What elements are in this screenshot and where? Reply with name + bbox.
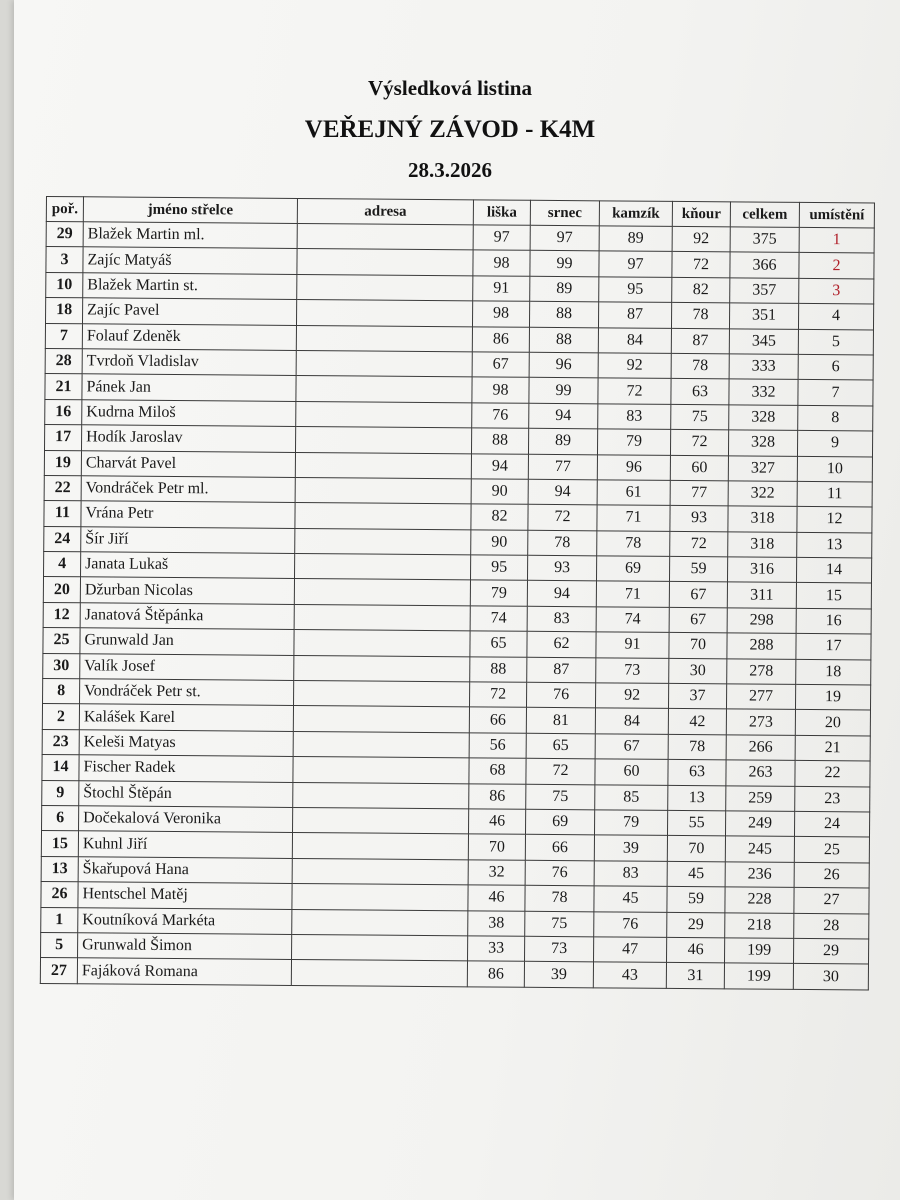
score-total: 327 [728, 455, 797, 481]
score-total: 278 [727, 659, 796, 685]
score-fox: 70 [468, 834, 525, 860]
score-chamois: 83 [598, 404, 671, 430]
score-total: 277 [726, 684, 795, 710]
score-chamois: 71 [597, 505, 670, 531]
header-boar: kňour [672, 201, 730, 226]
score-fox: 68 [469, 758, 526, 784]
score-deer: 96 [529, 352, 598, 378]
score-total: 332 [729, 379, 798, 405]
event-title: VEŘEJNÝ ZÁVOD - K4M [304, 116, 596, 143]
shooter-name: Vondráček Petr st. [80, 679, 294, 706]
score-fox: 86 [472, 326, 529, 352]
score-total: 375 [730, 227, 799, 253]
score-chamois: 76 [594, 911, 667, 937]
score-fox: 46 [468, 885, 525, 911]
shooter-name: Keleši Matyas [79, 730, 293, 757]
row-number: 6 [42, 805, 79, 831]
shooter-name: Grunwald Šimon [78, 933, 292, 960]
score-total: 298 [727, 608, 796, 634]
score-boar: 72 [672, 252, 730, 278]
score-boar: 29 [667, 912, 725, 938]
placement: 27 [794, 888, 869, 914]
score-deer: 65 [526, 733, 595, 759]
score-deer: 94 [527, 581, 596, 607]
row-number: 23 [42, 729, 79, 755]
placement: 6 [798, 354, 873, 380]
score-total: 288 [727, 633, 796, 659]
shooter-name: Vrána Petr [81, 501, 295, 528]
score-total: 263 [726, 760, 795, 786]
score-chamois: 83 [594, 861, 667, 887]
score-total: 366 [730, 252, 799, 278]
placement: 14 [796, 557, 871, 583]
score-total: 236 [725, 862, 794, 888]
score-total: 316 [727, 557, 796, 583]
score-total: 199 [724, 963, 793, 989]
score-deer: 77 [528, 454, 597, 480]
score-total: 311 [727, 582, 796, 608]
score-boar: 93 [670, 506, 728, 532]
address-cell [296, 325, 472, 352]
score-chamois: 91 [596, 632, 669, 658]
score-boar: 13 [668, 785, 726, 811]
placement: 9 [797, 431, 872, 457]
address-cell [296, 300, 472, 327]
row-number: 9 [42, 780, 79, 806]
header-number: poř. [46, 197, 83, 222]
score-deer: 76 [525, 860, 594, 886]
address-cell [296, 401, 472, 428]
shooter-name: Blažek Martin st. [83, 273, 297, 300]
row-number: 4 [44, 552, 81, 578]
score-deer: 87 [527, 657, 596, 683]
address-cell [295, 503, 471, 530]
row-number: 14 [42, 755, 79, 781]
address-cell [293, 807, 469, 834]
score-boar: 78 [668, 734, 726, 760]
score-chamois: 79 [597, 429, 670, 455]
header-place: umístění [799, 202, 874, 228]
placement: 28 [794, 913, 869, 939]
placement: 26 [794, 862, 869, 888]
shooter-name: Vondráček Petr ml. [81, 476, 295, 503]
placement: 11 [797, 481, 872, 507]
address-cell [292, 909, 468, 936]
placement: 24 [794, 811, 869, 837]
shooter-name: Pánek Jan [82, 374, 296, 401]
score-boar: 60 [670, 455, 728, 481]
placement: 16 [796, 608, 871, 634]
score-fox: 90 [471, 530, 528, 556]
address-cell [294, 579, 470, 606]
score-chamois: 89 [599, 226, 672, 252]
score-total: 318 [728, 532, 797, 558]
score-fox: 86 [467, 961, 524, 987]
score-deer: 81 [526, 708, 595, 734]
score-deer: 78 [525, 885, 594, 911]
score-total: 273 [726, 709, 795, 735]
address-cell [294, 680, 470, 707]
score-chamois: 71 [596, 581, 669, 607]
row-number: 29 [46, 222, 83, 248]
header-chamois: kamzík [599, 201, 672, 227]
shooter-name: Dočekalová Veronika [79, 806, 293, 833]
address-cell [293, 782, 469, 809]
score-fox: 66 [469, 707, 526, 733]
score-deer: 88 [529, 327, 598, 353]
score-boar: 37 [668, 683, 726, 709]
score-fox: 98 [472, 377, 529, 403]
shooter-name: Koutníková Markéta [78, 907, 292, 934]
score-chamois: 69 [596, 556, 669, 582]
address-cell [292, 833, 468, 860]
score-boar: 30 [669, 658, 727, 684]
shooter-name: Tvrdoň Vladislav [82, 349, 296, 376]
score-deer: 72 [528, 505, 597, 531]
score-total: 249 [725, 811, 794, 837]
score-fox: 88 [471, 428, 528, 454]
score-fox: 38 [468, 910, 525, 936]
placement: 4 [798, 304, 873, 330]
score-total: 245 [725, 836, 794, 862]
header-deer: srnec [530, 200, 599, 226]
score-fox: 94 [471, 453, 528, 479]
shooter-name: Zajíc Matyáš [83, 247, 297, 274]
score-deer: 83 [527, 606, 596, 632]
score-boar: 78 [671, 303, 729, 329]
score-chamois: 73 [596, 657, 669, 683]
placement: 30 [793, 964, 868, 990]
score-chamois: 61 [597, 480, 670, 506]
score-boar: 46 [666, 937, 724, 963]
row-number: 18 [46, 298, 83, 324]
score-boar: 42 [668, 709, 726, 735]
row-number: 24 [44, 526, 81, 552]
row-number: 21 [45, 374, 82, 400]
placement: 20 [795, 710, 870, 736]
document-title: Výsledková listina [368, 76, 532, 100]
shooter-name: Štochl Štěpán [79, 780, 293, 807]
score-deer: 88 [529, 301, 598, 327]
score-chamois: 78 [597, 531, 670, 557]
row-number: 20 [43, 577, 80, 603]
address-cell [295, 554, 471, 581]
score-chamois: 96 [597, 454, 670, 480]
score-total: 357 [730, 278, 799, 304]
score-chamois: 97 [599, 251, 672, 277]
address-cell [293, 757, 469, 784]
score-fox: 97 [473, 225, 530, 251]
row-number: 7 [45, 323, 82, 349]
score-chamois: 84 [595, 708, 668, 734]
score-fox: 90 [471, 479, 528, 505]
score-total: 351 [729, 303, 798, 329]
row-number: 12 [43, 602, 80, 628]
shooter-name: Zajíc Pavel [83, 298, 297, 325]
shooter-name: Hentschel Matěj [78, 882, 292, 909]
address-cell [294, 655, 470, 682]
address-cell [293, 706, 469, 733]
score-chamois: 47 [593, 937, 666, 963]
placement: 10 [797, 456, 872, 482]
address-cell [295, 477, 471, 504]
placement: 25 [794, 837, 869, 863]
shooter-name: Grunwald Jan [80, 628, 294, 655]
row-number: 26 [41, 882, 78, 908]
row-number: 15 [41, 831, 78, 857]
score-boar: 72 [670, 531, 728, 557]
score-boar: 31 [666, 963, 724, 989]
score-deer: 66 [525, 835, 594, 861]
row-number: 10 [46, 272, 83, 298]
score-deer: 94 [529, 403, 598, 429]
score-deer: 73 [525, 936, 594, 962]
shooter-name: Kudrna Miloš [82, 400, 296, 427]
score-chamois: 92 [595, 683, 668, 709]
row-number: 5 [41, 932, 78, 958]
score-total: 228 [725, 887, 794, 913]
score-fox: 95 [470, 555, 527, 581]
score-total: 328 [729, 405, 798, 431]
shooter-name: Folauf Zdeněk [82, 323, 296, 350]
score-fox: 72 [469, 682, 526, 708]
row-number: 1 [41, 907, 78, 933]
score-boar: 67 [669, 582, 727, 608]
row-number: 17 [45, 425, 82, 451]
address-cell [296, 376, 472, 403]
placement: 15 [796, 583, 871, 609]
address-cell [295, 528, 471, 555]
shooter-name: Šír Jiří [81, 526, 295, 553]
row-number: 30 [43, 653, 80, 679]
score-fox: 86 [469, 783, 526, 809]
score-boar: 72 [670, 430, 728, 456]
shooter-name: Janata Lukaš [81, 552, 295, 579]
row-number: 27 [40, 958, 77, 984]
placement: 19 [795, 684, 870, 710]
score-fox: 79 [470, 580, 527, 606]
score-chamois: 95 [599, 277, 672, 303]
row-number: 3 [46, 247, 83, 273]
shooter-name: Kalášek Karel [79, 704, 293, 731]
score-chamois: 79 [594, 810, 667, 836]
placement: 13 [797, 532, 872, 558]
score-fox: 65 [470, 631, 527, 657]
row-number: 8 [43, 679, 80, 705]
score-boar: 87 [671, 328, 729, 354]
shooter-name: Valík Josef [80, 653, 294, 680]
address-cell [292, 884, 468, 911]
shooter-name: Fajáková Romana [77, 958, 291, 985]
shooter-name: Džurban Nicolas [80, 577, 294, 604]
row-number: 16 [45, 399, 82, 425]
shooter-name: Škařupová Hana [78, 857, 292, 884]
score-chamois: 84 [598, 327, 671, 353]
score-total: 266 [726, 735, 795, 761]
score-fox: 67 [472, 352, 529, 378]
address-cell [294, 630, 470, 657]
score-chamois: 43 [593, 962, 666, 988]
score-total: 345 [729, 328, 798, 354]
row-number: 22 [44, 475, 81, 501]
placement: 1 [799, 227, 874, 253]
placement: 18 [796, 659, 871, 685]
score-deer: 99 [529, 378, 598, 404]
score-deer: 89 [528, 428, 597, 454]
header-address: adresa [297, 198, 473, 224]
row-number: 28 [45, 348, 82, 374]
score-chamois: 72 [598, 378, 671, 404]
score-boar: 82 [672, 277, 730, 303]
address-cell [294, 604, 470, 631]
score-fox: 33 [468, 936, 525, 962]
score-fox: 98 [472, 301, 529, 327]
row-number: 19 [44, 450, 81, 476]
score-boar: 70 [669, 633, 727, 659]
score-total: 318 [728, 506, 797, 532]
shooter-name: Blažek Martin ml. [83, 222, 297, 249]
shooter-name: Janatová Štěpánka [80, 603, 294, 630]
score-fox: 46 [469, 809, 526, 835]
address-cell [292, 858, 468, 885]
placement: 21 [795, 735, 870, 761]
score-boar: 55 [667, 810, 725, 836]
score-deer: 89 [530, 276, 599, 302]
score-fox: 98 [473, 250, 530, 276]
score-chamois: 74 [596, 607, 669, 633]
address-cell [292, 934, 468, 961]
score-boar: 63 [671, 379, 729, 405]
placement: 3 [799, 278, 874, 304]
score-fox: 82 [471, 504, 528, 530]
score-chamois: 45 [594, 886, 667, 912]
address-cell [297, 274, 473, 301]
score-total: 333 [729, 354, 798, 380]
address-cell [297, 223, 473, 250]
score-deer: 75 [525, 911, 594, 937]
score-deer: 39 [524, 962, 593, 988]
placement: 5 [798, 329, 873, 355]
score-fox: 56 [469, 733, 526, 759]
score-boar: 92 [672, 226, 730, 252]
placement: 23 [795, 786, 870, 812]
score-total: 259 [726, 785, 795, 811]
score-total: 328 [728, 430, 797, 456]
placement: 7 [798, 380, 873, 406]
placement: 29 [793, 938, 868, 964]
address-cell [296, 350, 472, 377]
row-number: 25 [43, 628, 80, 654]
shooter-name: Charvát Pavel [81, 450, 295, 477]
row-number: 13 [41, 856, 78, 882]
score-fox: 74 [470, 606, 527, 632]
score-total: 322 [728, 481, 797, 507]
score-boar: 75 [671, 404, 729, 430]
score-boar: 63 [668, 760, 726, 786]
results-table [40, 196, 875, 990]
address-cell [291, 960, 467, 987]
placement: 2 [799, 253, 874, 279]
score-total: 199 [724, 938, 793, 964]
score-chamois: 85 [595, 784, 668, 810]
score-deer: 69 [525, 809, 594, 835]
score-boar: 70 [667, 836, 725, 862]
score-fox: 32 [468, 860, 525, 886]
score-boar: 78 [671, 353, 729, 379]
score-chamois: 92 [598, 353, 671, 379]
score-chamois: 60 [595, 759, 668, 785]
score-deer: 78 [528, 530, 597, 556]
row-number: 11 [44, 501, 81, 527]
address-cell [293, 731, 469, 758]
header-name: jméno střelce [83, 197, 297, 224]
score-deer: 72 [526, 758, 595, 784]
score-chamois: 39 [594, 835, 667, 861]
score-deer: 62 [527, 632, 596, 658]
shooter-name: Fischer Radek [79, 755, 293, 782]
placement: 17 [796, 634, 871, 660]
score-boar: 45 [667, 861, 725, 887]
address-cell [295, 452, 471, 479]
score-boar: 59 [669, 556, 727, 582]
score-boar: 77 [670, 480, 728, 506]
header-fox: liška [473, 200, 530, 225]
row-number: 2 [42, 704, 79, 730]
score-fox: 76 [472, 403, 529, 429]
score-deer: 97 [530, 225, 599, 251]
event-date: 28.3.2026 [408, 158, 492, 182]
score-deer: 99 [530, 251, 599, 277]
shooter-name: Hodík Jaroslav [82, 425, 296, 452]
score-boar: 59 [667, 887, 725, 913]
score-deer: 94 [528, 479, 597, 505]
score-deer: 75 [526, 784, 595, 810]
score-total: 218 [725, 912, 794, 938]
address-cell [295, 427, 471, 454]
placement: 8 [798, 405, 873, 431]
placement: 12 [797, 507, 872, 533]
score-fox: 91 [473, 276, 530, 302]
score-deer: 76 [526, 682, 595, 708]
score-chamois: 67 [595, 734, 668, 760]
score-chamois: 87 [598, 302, 671, 328]
score-deer: 93 [527, 555, 596, 581]
header-total: celkem [730, 202, 799, 228]
shooter-name: Kuhnl Jiří [78, 831, 292, 858]
score-fox: 88 [470, 656, 527, 682]
address-cell [297, 249, 473, 276]
placement: 22 [795, 761, 870, 787]
score-boar: 67 [669, 607, 727, 633]
